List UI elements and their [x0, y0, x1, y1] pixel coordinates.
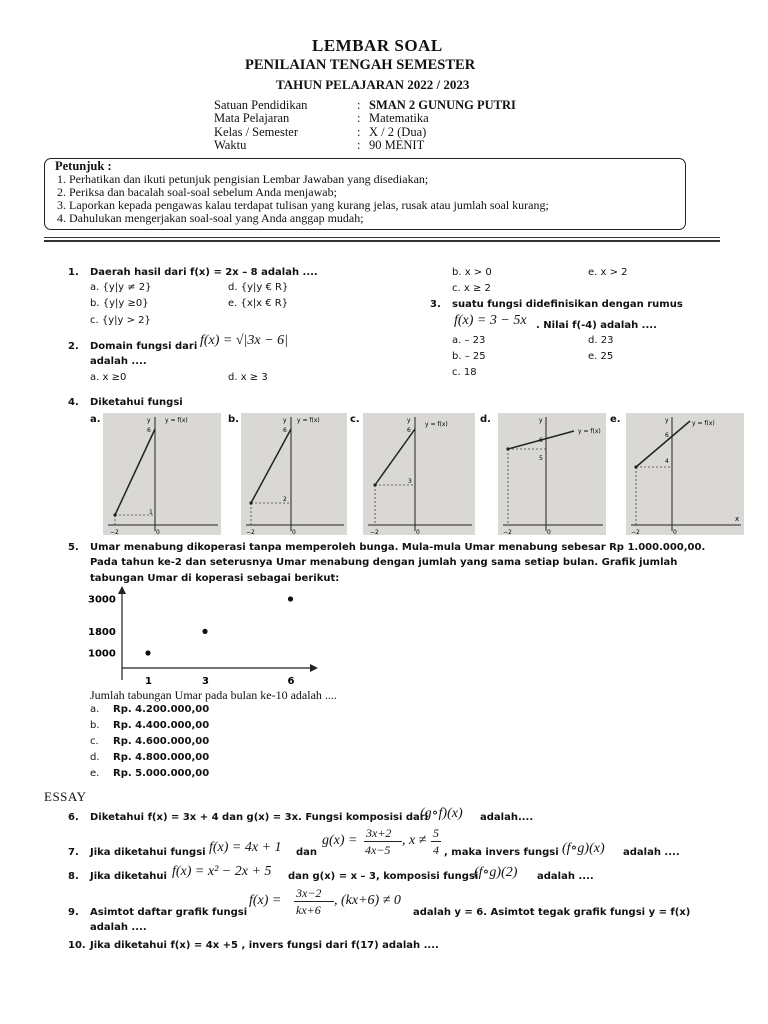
question-text: adalah y = 6. Asimtot tegak grafik fungsi y = f(x): [413, 907, 691, 918]
savings-chart: [84, 584, 324, 688]
tick-label: 0: [673, 529, 677, 535]
formula: , x ≠: [402, 833, 427, 848]
graph-option-d[interactable]: [498, 413, 606, 535]
instruction-item: 1. Perhatikan dan ikuti petunjuk pengisian Lembar Jawaban yang disediakan;: [57, 172, 429, 186]
fraction-denominator: 4: [433, 843, 439, 857]
exam-name: PENILAIAN TENGAH SEMESTER: [245, 57, 476, 73]
axis-label: y: [539, 417, 543, 424]
tick-label: 0: [156, 529, 160, 535]
axis-label: x: [735, 515, 740, 523]
question-number: 6.: [68, 812, 79, 823]
option-value[interactable]: Rp. 5.000.000,00: [113, 768, 210, 779]
tick-label: −2: [246, 529, 255, 535]
option-letter[interactable]: a.: [90, 704, 100, 715]
question-text: adalah ....: [537, 871, 594, 882]
question-text: Domain fungsi dari: [90, 341, 198, 352]
tick-label: −2: [503, 529, 512, 535]
question-text: Daerah hasil dari f(x) = 2x – 8 adalah ....: [90, 267, 318, 278]
question-text: dan g(x) = x – 3, komposisi fungsi: [288, 871, 479, 882]
question-text: suatu fungsi didefinisikan dengan rumus: [452, 299, 683, 310]
axis-label: y: [147, 417, 151, 424]
question-text: Jumlah tabungan Umar pada bulan ke-10 adalah ....: [90, 688, 337, 702]
fraction-denominator: 4x−5: [365, 843, 391, 857]
axis-label: y: [407, 417, 411, 424]
info-label: Mata Pelajaran: [214, 111, 290, 125]
tick-label: 6: [283, 427, 287, 434]
question-text: Asimtot daftar grafik fungsi: [90, 907, 248, 918]
option[interactable]: c. x ≥ 2: [452, 283, 491, 294]
data-point: [202, 629, 207, 634]
graph-label[interactable]: c.: [350, 414, 360, 425]
fraction-numerator: 3x+2: [366, 826, 392, 840]
divider: [44, 237, 720, 238]
option-value[interactable]: Rp. 4.800.000,00: [113, 752, 210, 763]
question-number: 8.: [68, 871, 79, 882]
option[interactable]: a. {y|y ≠ 2}: [90, 282, 152, 293]
option[interactable]: c. 18: [452, 367, 477, 378]
question-text: Jika diketahui fungsi: [90, 847, 206, 858]
question-text: adalah ....: [90, 922, 147, 933]
info-sep: :: [357, 111, 361, 125]
academic-year: TAHUN PELAJARAN 2022 / 2023: [276, 77, 470, 92]
option[interactable]: e. {x|x € R}: [228, 298, 289, 309]
tick-label: 5: [539, 455, 543, 462]
tick-label: 0: [547, 529, 551, 535]
info-value: Matematika: [369, 111, 429, 125]
tick-label: 6: [147, 427, 151, 434]
question-text: Pada tahun ke-2 dan seterusnya Umar menabung dengan jumlah yang sama setiap bulan. Grafik jumlah: [90, 557, 678, 568]
formula: , (kx+6) ≠ 0: [334, 893, 401, 908]
question-text: adalah ....: [623, 847, 680, 858]
option-letter[interactable]: d.: [90, 752, 100, 763]
tick-label: −2: [631, 529, 640, 535]
question-text: , maka invers fungsi: [444, 847, 559, 858]
question-text: Umar menabung dikoperasi tanpa memperoleh bunga. Mula-mula Umar menabung sebesar Rp 1.000.000,00.: [90, 542, 706, 553]
question-number: 10.: [68, 940, 86, 951]
tick-label: 2: [283, 496, 287, 503]
option[interactable]: d. {y|y € R}: [228, 282, 289, 293]
question-number: 2.: [68, 341, 79, 352]
option[interactable]: d. x ≥ 3: [228, 372, 268, 383]
question-number: 1.: [68, 267, 79, 278]
option[interactable]: e. x > 2: [588, 267, 628, 278]
info-label: Kelas / Semester: [214, 125, 299, 139]
question-number: 3.: [430, 299, 441, 310]
option-letter[interactable]: e.: [90, 768, 100, 779]
option[interactable]: c. {y|y > 2}: [90, 315, 151, 326]
instruction-item: 4. Dahulukan mengerjakan soal-soal yang Anda anggap mudah;: [57, 211, 364, 225]
fraction-denominator: kx+6: [296, 903, 321, 917]
fraction-bar: [364, 841, 402, 842]
question-text: adalah....: [480, 812, 534, 823]
x-tick-label: 1: [145, 676, 152, 687]
fraction-numerator: 5: [433, 826, 439, 840]
info-sep: :: [357, 98, 361, 112]
question-text: Diketahui f(x) = 3x + 4 dan g(x) = 3x. Fungsi komposisi dari: [90, 812, 429, 823]
info-value: X / 2 (Dua): [369, 125, 427, 139]
option[interactable]: a. – 23: [452, 335, 486, 346]
option-letter[interactable]: b.: [90, 720, 100, 731]
fraction-bar: [431, 841, 441, 842]
formula: f(x) = 4x + 1: [209, 840, 282, 855]
graph-label[interactable]: a.: [90, 414, 101, 425]
option[interactable]: b. {y|y ≥0}: [90, 298, 149, 309]
question-number: 5.: [68, 542, 79, 553]
formula: f(x) = √|3x − 6|: [200, 333, 288, 348]
fraction-bar: [294, 901, 334, 902]
question-text: Diketahui fungsi: [90, 397, 183, 408]
option-value[interactable]: Rp. 4.200.000,00: [113, 704, 210, 715]
function-label: y = f(x): [578, 428, 601, 435]
graph-label[interactable]: d.: [480, 414, 491, 425]
function-label: y = f(x): [425, 421, 448, 428]
x-tick-label: 6: [287, 676, 295, 687]
graph-option-a[interactable]: [103, 413, 221, 535]
info-value: 90 MENIT: [369, 138, 425, 152]
divider: [44, 240, 720, 242]
graph-option-e[interactable]: [626, 413, 744, 535]
formula: (g∘f)(x): [420, 806, 463, 821]
question-text: tabungan Umar di koperasi sebagai berikut:: [90, 573, 340, 584]
question-number: 7.: [68, 847, 79, 858]
page-title: LEMBAR SOAL: [312, 36, 443, 55]
question-text: Jika diketahui f(x) = 4x +5 , invers fungsi dari f(17) adalah ....: [90, 940, 439, 951]
function-label: y = f(x): [165, 417, 188, 424]
data-point: [288, 596, 293, 601]
formula: (f∘g)(x): [562, 841, 605, 856]
fraction-numerator: 3x−2: [296, 886, 322, 900]
question-text: . Nilai f(-4) adalah ....: [536, 320, 657, 331]
info-sep: :: [357, 138, 361, 152]
question-text: dan: [296, 847, 318, 858]
question-number: 9.: [68, 907, 79, 918]
axis-label: y: [665, 417, 669, 424]
option-value[interactable]: Rp. 4.600.000,00: [113, 736, 210, 747]
info-value: SMAN 2 GUNUNG PUTRI: [369, 98, 516, 112]
data-point: [145, 650, 150, 655]
question-text: adalah ....: [90, 356, 147, 367]
formula: f(x) = 3 − 5x: [454, 313, 527, 328]
instruction-item: 3. Laporkan kepada pengawas kalau terdapat tulisan yang kurang jelas, rusak atau jumlah soal kurang;: [57, 198, 549, 212]
y-tick-label: 1000: [88, 648, 116, 660]
graph-label[interactable]: e.: [610, 414, 621, 425]
option[interactable]: b. – 25: [452, 351, 486, 362]
formula: (f∘g)(2): [474, 865, 518, 880]
option[interactable]: e. 25: [588, 351, 614, 362]
y-tick-label: 3000: [88, 594, 116, 606]
tick-label: 4: [665, 458, 669, 465]
tick-label: −2: [110, 529, 119, 535]
instruction-item: 2. Periksa dan bacalah soal-soal sebelum Anda menjawab;: [57, 185, 337, 199]
graph-option-c[interactable]: [363, 413, 475, 535]
info-sep: :: [357, 125, 361, 139]
tick-label: 0: [292, 529, 296, 535]
function-label: y = f(x): [692, 420, 715, 427]
question-text: Jika diketahui: [90, 871, 167, 882]
graph-option-b[interactable]: [241, 413, 347, 535]
instructions-title: Petunjuk :: [55, 159, 112, 173]
tick-label: 1: [149, 509, 153, 516]
section-title: ESSAY: [44, 789, 87, 804]
tick-label: 0: [416, 529, 420, 535]
axis-label: y: [283, 417, 287, 424]
y-tick-label: 1800: [88, 626, 116, 638]
y-axis-arrow: [118, 586, 126, 594]
option[interactable]: a. x ≥0: [90, 372, 127, 383]
tick-label: 6: [665, 432, 669, 439]
x-tick-label: 3: [202, 676, 209, 687]
tick-label: −2: [370, 529, 379, 535]
tick-label: 6: [539, 437, 543, 444]
question-number: 4.: [68, 397, 79, 408]
tick-label: 6: [407, 427, 411, 434]
graph-label[interactable]: b.: [228, 414, 239, 425]
info-label: Satuan Pendidikan: [214, 98, 308, 112]
tick-label: 3: [408, 478, 412, 485]
option-value[interactable]: Rp. 4.400.000,00: [113, 720, 210, 731]
formula: f(x) =: [249, 893, 282, 908]
x-axis-arrow: [310, 664, 318, 672]
formula: g(x) =: [322, 833, 358, 848]
option-letter[interactable]: c.: [90, 736, 99, 747]
option[interactable]: b. x > 0: [452, 267, 492, 278]
formula: f(x) = x² − 2x + 5: [172, 864, 272, 879]
option[interactable]: d. 23: [588, 335, 614, 346]
info-label: Waktu: [214, 138, 247, 152]
function-label: y = f(x): [297, 417, 320, 424]
